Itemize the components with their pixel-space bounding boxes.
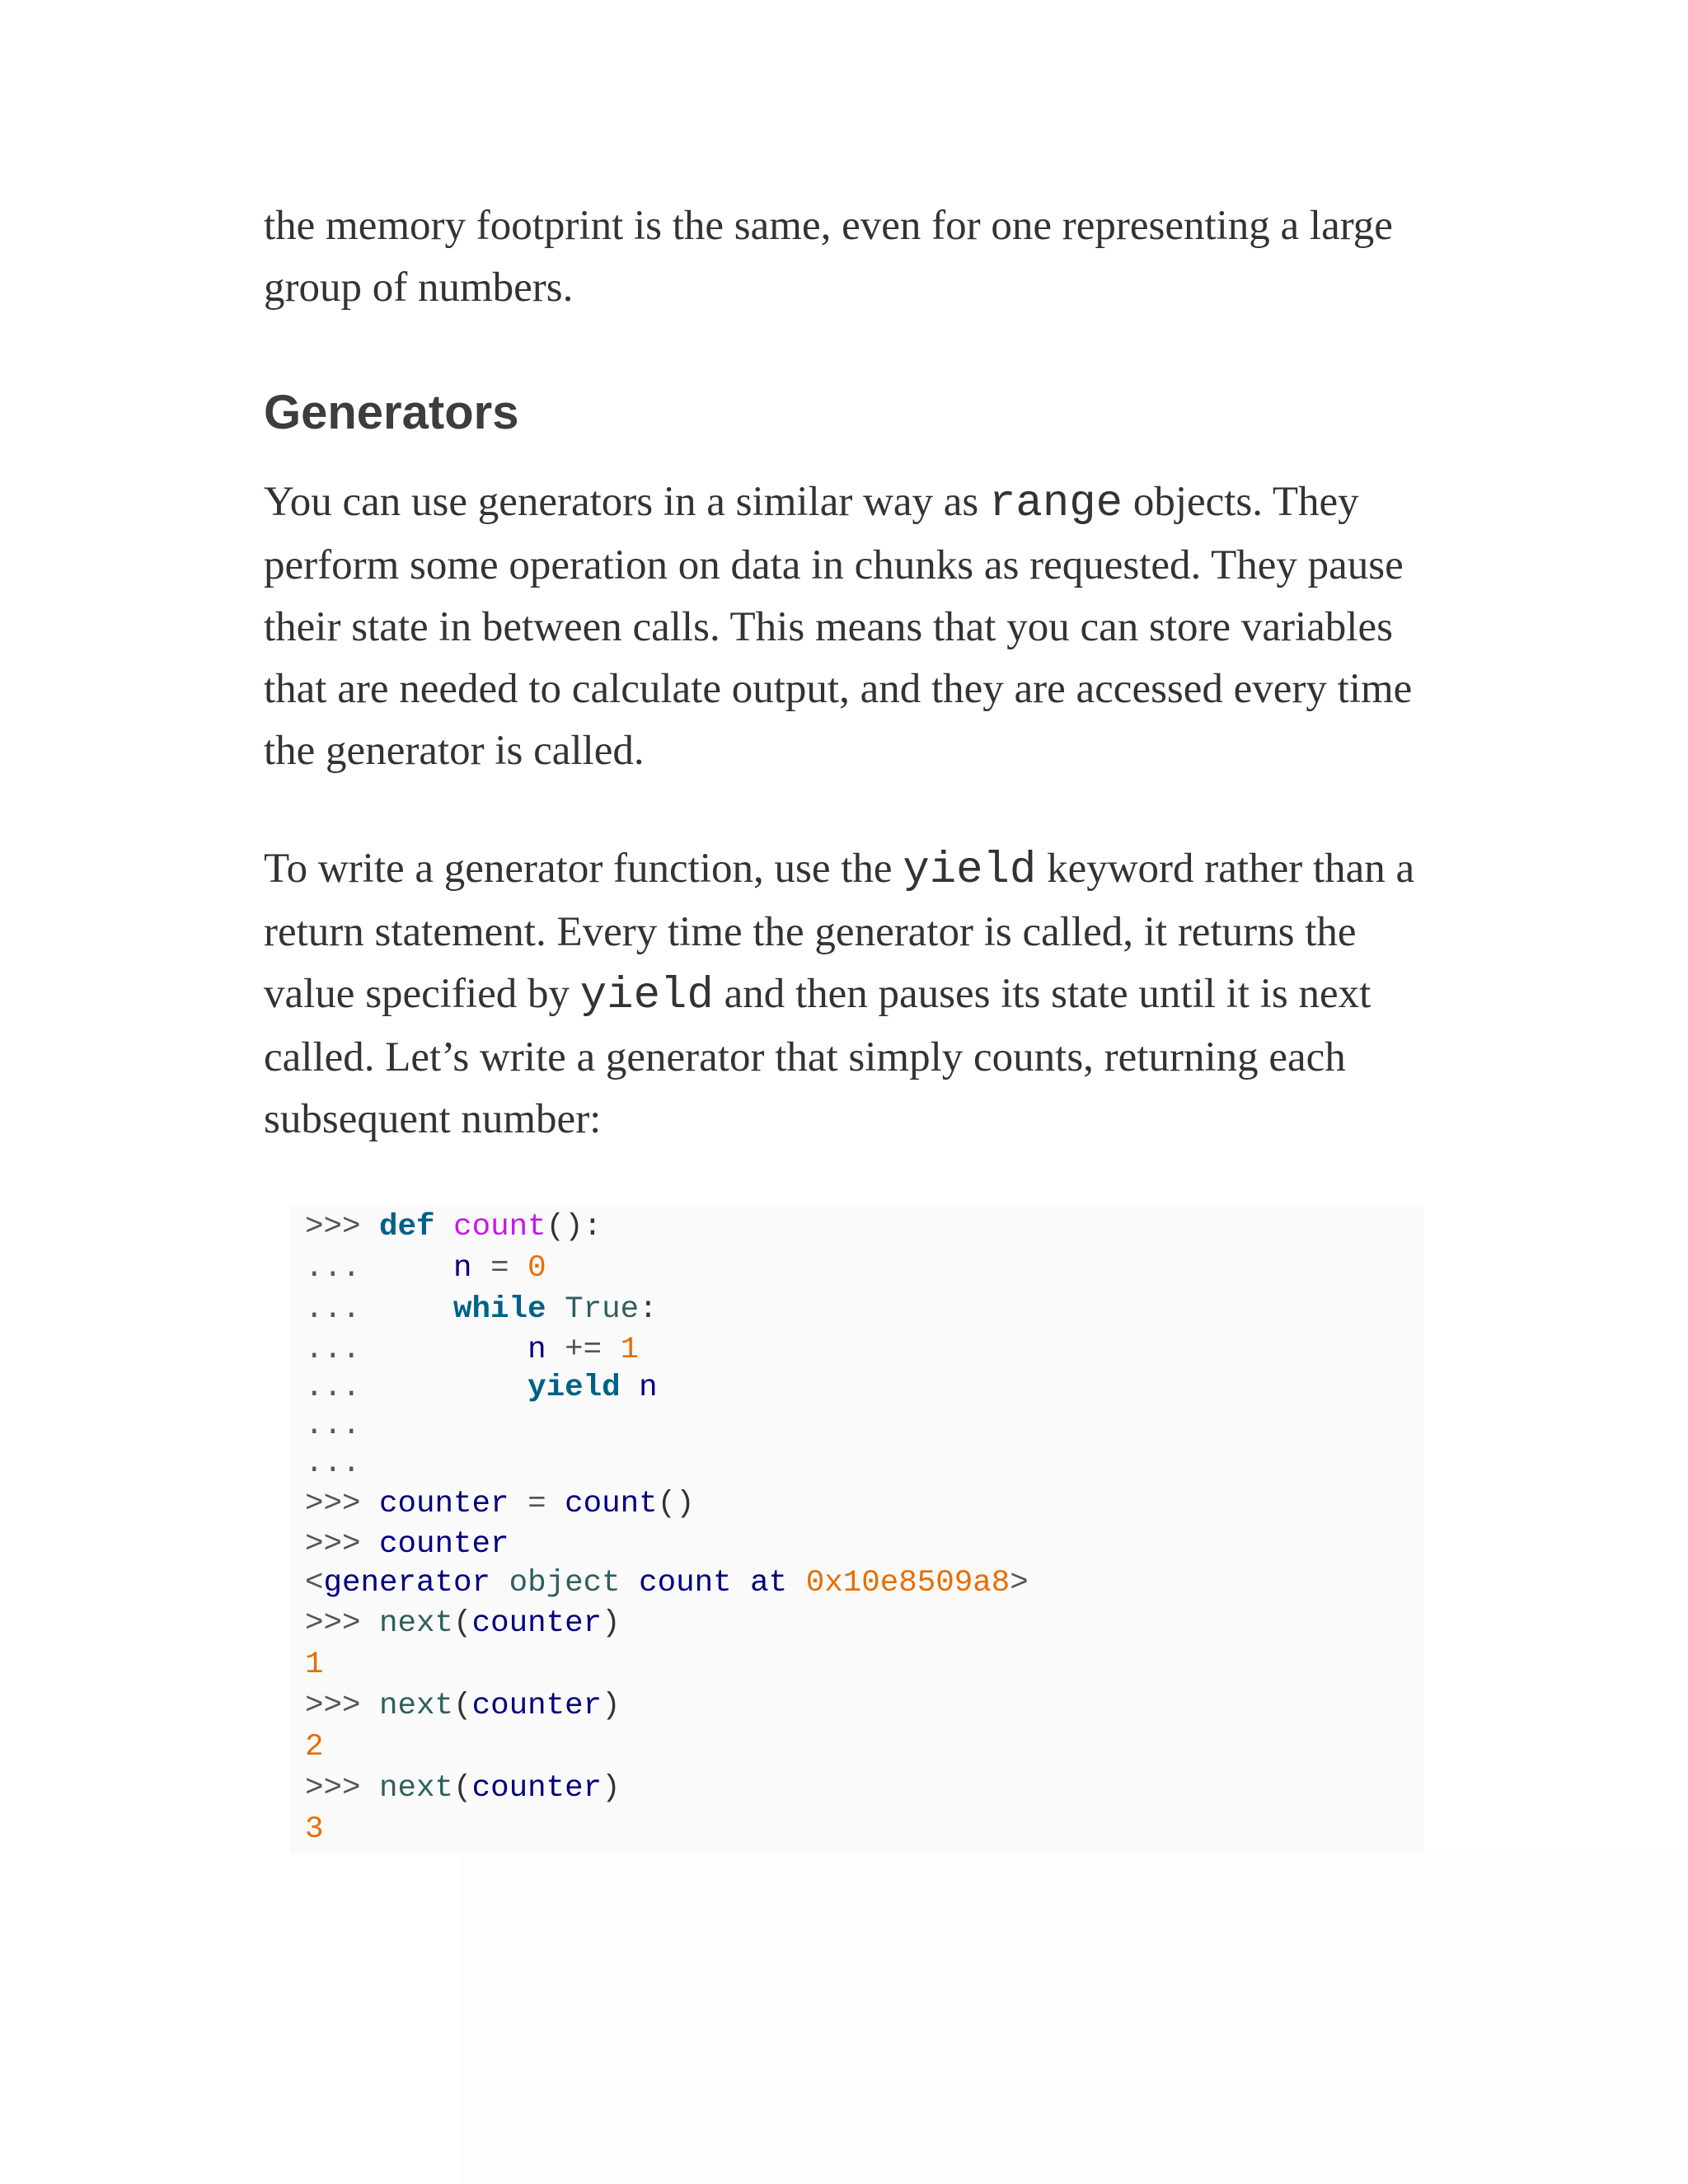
prompt: >>> <box>305 1689 361 1723</box>
inline-code-yield: yield <box>903 846 1037 896</box>
punctuation: ( <box>453 1771 472 1806</box>
punctuation: ( <box>453 1606 472 1641</box>
paragraph-text: keyword rather than a return statement. Every time the generator is called, it returns the value specified by <box>264 846 1415 1017</box>
operator: = <box>528 1487 546 1521</box>
code-line <box>305 1406 361 1446</box>
code-line <box>305 1484 695 1524</box>
output-word: count <box>639 1566 732 1601</box>
output-number: 2 <box>305 1730 324 1765</box>
punctuation: ) <box>602 1771 621 1806</box>
operator: < <box>305 1566 324 1601</box>
operator: > <box>1010 1566 1029 1601</box>
continuation-prompt: ... <box>305 1371 361 1405</box>
variable: counter <box>471 1606 603 1641</box>
output-word: at <box>750 1566 788 1601</box>
number: 1 <box>620 1333 640 1367</box>
punctuation: (): <box>546 1210 603 1244</box>
continuation-prompt: ... <box>305 1333 361 1367</box>
keyword-yield: yield <box>528 1371 621 1405</box>
variable: n <box>453 1251 472 1286</box>
paragraph-text: You can use generators in a similar way as <box>264 479 990 525</box>
code-line <box>305 1727 324 1767</box>
paragraph-yield-explanation <box>264 838 1418 1151</box>
continuation-prompt: ... <box>305 1446 361 1481</box>
paragraph-text: the memory footprint is the same, even for one representing a large group of numbers. <box>264 203 1393 311</box>
paragraph-text: and then pauses its state until it is next called. Let’s write a generator that simply counts, returning each subsequent number: <box>264 971 1372 1142</box>
code-line <box>305 1645 324 1685</box>
builtin-next: next <box>379 1689 454 1723</box>
operator: = <box>490 1251 509 1286</box>
code-line <box>305 1444 361 1483</box>
inline-code-yield: yield <box>579 971 714 1021</box>
output-word: generator <box>323 1566 491 1601</box>
code-line <box>305 1249 546 1288</box>
variable: counter <box>379 1487 509 1521</box>
prompt: >>> <box>305 1606 361 1641</box>
code-line <box>305 1810 324 1849</box>
section-heading-generators: Generators <box>264 386 519 439</box>
page-shade <box>462 1854 1688 2184</box>
operator: += <box>565 1333 603 1367</box>
function-name: count <box>453 1210 546 1244</box>
keyword-def: def <box>379 1210 435 1244</box>
punctuation: ( <box>453 1689 472 1723</box>
variable: n <box>639 1371 658 1405</box>
number: 0 <box>528 1251 546 1286</box>
paragraph-text: objects. They perform some operation on data in chunks as requested. They pause their state in between calls. This means that you can store variables that are needed to calculate output, and they are accessed every time the generator is called. <box>264 479 1413 774</box>
output-word: object <box>509 1566 621 1601</box>
variable: n <box>528 1333 546 1367</box>
builtin-next: next <box>379 1606 454 1641</box>
code-line <box>305 1563 1029 1603</box>
punctuation: () <box>657 1487 695 1521</box>
punctuation: ) <box>602 1689 621 1723</box>
continuation-prompt: ... <box>305 1251 361 1286</box>
paragraph-text: To write a generator function, use the <box>264 846 903 892</box>
variable: counter <box>471 1689 603 1723</box>
prompt: >>> <box>305 1210 361 1244</box>
continuation-prompt: ... <box>305 1408 361 1443</box>
inline-code-range: range <box>989 479 1123 529</box>
code-line <box>305 1686 621 1726</box>
punctuation: ) <box>602 1606 621 1641</box>
builtin-true: True <box>565 1292 640 1327</box>
prompt: >>> <box>305 1487 361 1521</box>
code-line <box>305 1525 509 1564</box>
variable: counter <box>379 1527 509 1562</box>
function-call: count <box>565 1487 658 1521</box>
memory-address: 0x10e8509a8 <box>805 1566 1010 1601</box>
code-line <box>305 1330 639 1370</box>
prompt: >>> <box>305 1527 361 1562</box>
continuation-prompt: ... <box>305 1292 361 1327</box>
output-number: 1 <box>305 1647 324 1682</box>
paragraph-generators-intro <box>264 471 1418 782</box>
code-line <box>305 1604 621 1643</box>
code-line <box>305 1290 658 1329</box>
variable: counter <box>471 1771 603 1806</box>
keyword-while: while <box>453 1292 546 1327</box>
code-line <box>305 1769 621 1808</box>
paragraph-memory-footprint <box>264 195 1418 319</box>
punctuation: : <box>639 1292 658 1327</box>
builtin-next: next <box>379 1771 454 1806</box>
code-line <box>305 1368 658 1408</box>
output-number: 3 <box>305 1812 324 1847</box>
prompt: >>> <box>305 1771 361 1806</box>
code-line <box>305 1207 602 1247</box>
